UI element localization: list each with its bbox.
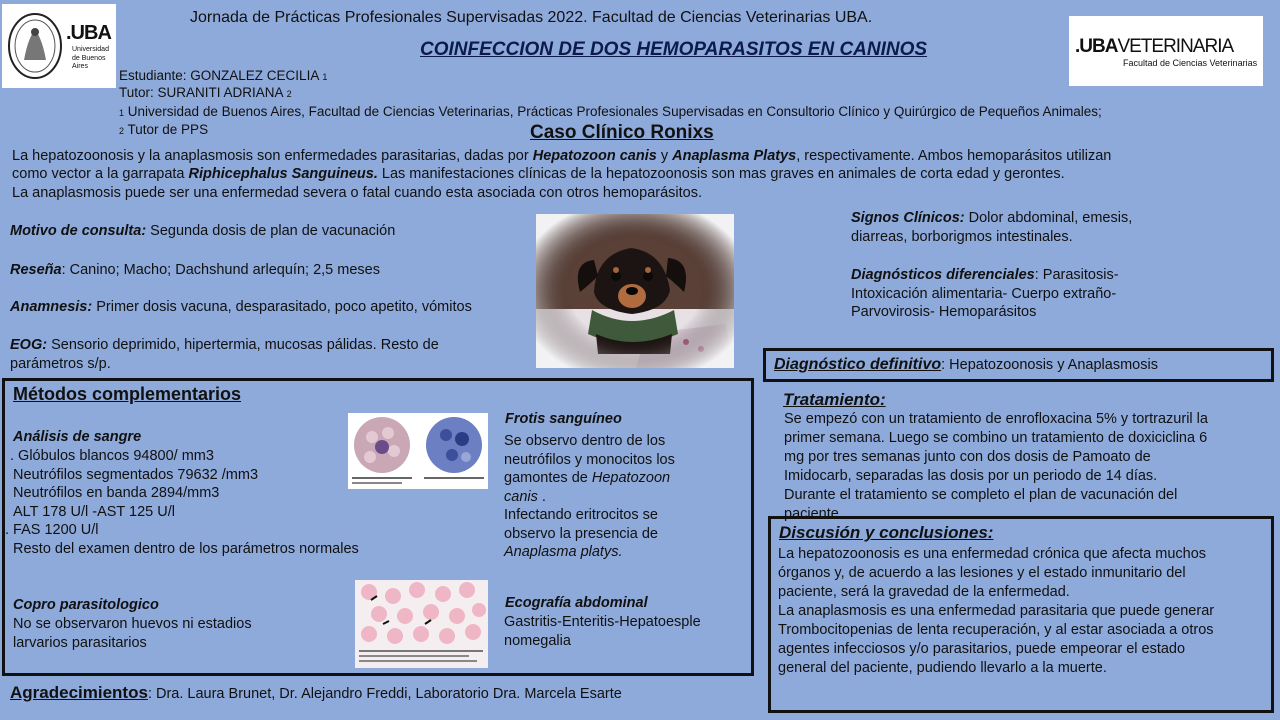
agradecimientos-value: : Dra. Laura Brunet, Dr. Alejandro Freddi, Laboratorio Dra. Marcela Esarte	[147, 686, 622, 702]
eog-value-1: Sensorio deprimido, hipertermia, mucosas pálidas. Resto de	[47, 337, 439, 353]
anamnesis-label: Anamnesis:	[10, 299, 93, 315]
intro-p1a: La hepatozoonosis y la anaplasmosis son enfermedades parasitarias, dadas por	[12, 148, 533, 164]
agradecimientos	[10, 684, 622, 704]
intro-p2a: como vector a la garrapata	[12, 166, 189, 182]
dd-value-2: Intoxicación alimentaria- Cuerpo extraño-	[851, 285, 1117, 302]
sangre-line: Neutrófilos en banda 2894/mm3	[13, 485, 220, 501]
intro-p1b: Hepatozoon canis	[532, 148, 657, 164]
frotis-text	[504, 432, 675, 562]
discusion-line: agentes infecciosos y/o parasitarios, puede empeorar el estado	[778, 641, 1186, 657]
copro-line-2: larvarios parasitarios	[13, 634, 147, 651]
student-sup: 1	[322, 72, 328, 82]
smear-micrographs	[348, 413, 488, 489]
sangre-title: Análisis de sangre	[13, 429, 142, 445]
eco-title: Ecografía abdominal	[505, 595, 648, 611]
anaplasma-micrograph	[355, 580, 488, 668]
intro-line-3: La anaplasmosis puede ser una enfermedad severa o fatal cuando esta asociada con otros hemoparásitos.	[12, 185, 702, 201]
tratamiento-line: mg por tres semanas junto con dos dosis de Pamoato de	[784, 449, 1151, 465]
metodos-title: Métodos complementarios	[13, 384, 242, 404]
sangre-line: Resto del examen dentro de los parámetros normales	[13, 540, 359, 557]
uba-right-main2: VETERINARIA	[1117, 36, 1234, 57]
signos-label: Signos Clínicos:	[851, 210, 965, 226]
eco-line-1: Gastritis-Enteritis-Hepatoesple	[504, 614, 701, 630]
eco-line-2: nomegalia	[504, 632, 571, 649]
intro-p1d: Anaplasma Platys	[672, 148, 797, 164]
copro-title: Copro parasitologico	[13, 597, 159, 613]
discusion-line: La anaplasmosis es una enfermedad parasitaria que puede generar	[778, 603, 1215, 619]
discusion-text	[778, 545, 1214, 678]
signos-value-2: diarreas, borborigmos intestinales.	[851, 228, 1073, 245]
uba-right-main1: .UBA	[1075, 36, 1118, 57]
frotis-line-4	[504, 488, 675, 507]
motivo-value: Segunda dosis de plan de vacunación	[146, 223, 396, 239]
eog-label: EOG:	[10, 337, 48, 353]
uba-logo-left	[2, 4, 116, 88]
aff2-text: Tutor de PPS	[127, 122, 209, 137]
patient-photo	[536, 214, 734, 368]
eog	[10, 336, 439, 373]
resena-value: : Canino; Macho; Dachshund arlequín; 2,5 meses	[61, 262, 380, 278]
intro-p1e: , respectivamente. Ambos hemoparásitos utilizan	[796, 148, 1112, 164]
tratamiento-line: paciente.	[784, 506, 843, 522]
dd-value-1: : Parasitosis-	[1034, 267, 1119, 283]
signos-value-1: Dolor abdominal, emesis,	[964, 210, 1133, 226]
discusion-line: general del paciente, pudiendo llevarlo a la muerte.	[778, 660, 1107, 676]
uba-left-sub1: Universidad	[72, 46, 109, 53]
sangre-line: . Glóbulos blancos 94800/ mm3	[10, 448, 214, 464]
frotis-line-1: Se observo dentro de los	[504, 433, 666, 449]
agradecimientos-label: Agradecimientos	[10, 683, 148, 702]
sangre-line: ALT 178 U/l -AST 125 U/l	[13, 503, 175, 520]
copro-line-1: No se observaron huevos ni estadios	[13, 616, 252, 632]
intro-p1c: y	[656, 148, 673, 164]
affiliation-2	[119, 121, 208, 140]
dd-value-3: Parvovirosis- Hemoparásitos	[851, 304, 1037, 320]
poster-title: COINFECCION DE DOS HEMOPARASITOS EN CANINOS	[420, 39, 928, 60]
aff1-num: 1	[119, 108, 125, 118]
uba-left-main: .UBA	[66, 22, 111, 44]
tutor-sup: 2	[286, 89, 292, 99]
anamnesis	[10, 298, 472, 317]
aff1-text: Universidad de Buenos Aires, Facultad de Ciencias Veterinarias, Prácticas Profesionales Supervisadas en Consultorio Clínico y Quirúrgico de Pequeños Animales;	[127, 104, 1102, 119]
frotis-line-6: observo la presencia de	[504, 525, 658, 542]
discusion-line: órganos y, de acuerdo a las lesiones y el estado inmunitario del	[778, 565, 1186, 581]
frotis-line-5: Infectando eritrocitos se	[504, 507, 658, 523]
intro-p2b: Riphicephalus Sanguineus.	[188, 166, 378, 182]
tratamiento-line: primer semana. Luego se combino un tratamiento de doxiciclina 6	[784, 430, 1208, 446]
discusion-line: paciente, será la gravedad de la enfermedad.	[778, 584, 1070, 600]
tutor-name: Tutor: SURANITI ADRIANA	[119, 85, 283, 100]
frotis-line-4b: .	[537, 488, 546, 505]
case-title: Caso Clínico Ronixs	[530, 122, 714, 143]
blood-smear-image	[348, 413, 488, 489]
intro-p2c: Las manifestaciones clínicas de la hepatozoonosis son mas graves en animales de corta edad y gerontes.	[377, 166, 1065, 182]
tratamiento-line: Se empezó con un tratamiento de enrofloxacina 5% y tortrazuril la	[784, 411, 1208, 427]
tutor-line	[119, 84, 292, 103]
uba-veterinaria-logo	[1069, 16, 1263, 86]
frotis-line-4a: canis	[504, 488, 538, 505]
copro-text	[13, 615, 252, 652]
diagnosticos-diferenciales	[851, 266, 1119, 322]
resena-label: Reseña	[10, 262, 62, 278]
sangre-list	[5, 447, 359, 558]
dog-photo-illustration	[536, 214, 734, 368]
frotis-title: Frotis sanguíneo	[505, 411, 622, 427]
tratamiento-text	[784, 410, 1208, 524]
diagnostico-label: Diagnóstico definitivo	[774, 356, 942, 373]
motivo-consulta	[10, 222, 395, 241]
sangre-line: Neutrófilos segmentados 79632 /mm3	[13, 466, 259, 483]
frotis-line-3	[504, 469, 675, 488]
discusion-title: Discusión y conclusiones:	[779, 523, 994, 542]
frotis-line-7: Anaplasma platys.	[504, 544, 623, 560]
sangre-line: . FAS 1200 U/l	[5, 522, 99, 538]
uba-seal-icon	[6, 10, 64, 82]
frotis-line-3b: Hepatozoon	[591, 470, 671, 486]
uba-right-sub: Facultad de Ciencias Veterinarias	[1123, 58, 1258, 68]
discusion-line: La hepatozoonosis es una enfermedad crónica que afecta muchos	[778, 546, 1207, 562]
intro-line-2	[12, 165, 1065, 184]
eco-text	[504, 613, 701, 650]
motivo-label: Motivo de consulta:	[10, 223, 147, 239]
affiliation-1	[119, 103, 1102, 122]
signos-clinicos	[851, 209, 1132, 246]
frotis-line-2: neutrófilos y monocitos los	[504, 451, 675, 468]
anaplasma-image	[355, 580, 488, 668]
dd-label: Diagnósticos diferenciales	[851, 267, 1035, 283]
event-title: Jornada de Prácticas Profesionales Supervisadas 2022. Facultad de Ciencias Veterinarias UBA.	[190, 9, 873, 26]
uba-left-sub2: de Buenos Aires	[72, 55, 106, 70]
uba-right-main	[1075, 36, 1233, 58]
diagnostico-value: : Hepatozoonosis y Anaplasmosis	[941, 357, 1158, 373]
discusion-line: Trombocitopenias de lenta recuperación, y al estar asociada a otros	[778, 622, 1214, 638]
tratamiento-title: Tratamiento:	[783, 390, 886, 409]
resena	[10, 261, 380, 280]
frotis-line-3a: gamontes de	[504, 470, 592, 486]
tratamiento-line: Durante el tratamiento se completo el plan de vacunación del	[784, 487, 1178, 503]
anamnesis-value: Primer dosis vacuna, desparasitado, poco apetito, vómitos	[92, 299, 472, 315]
student-name: Estudiante: GONZALEZ CECILIA	[119, 68, 319, 83]
diagnostico-definitivo	[774, 356, 1158, 375]
tratamiento-line: Imidocarb, separadas las dosis por un periodo de 14 días.	[784, 468, 1158, 484]
intro-line-1	[12, 147, 1111, 166]
eog-value-2: parámetros s/p.	[10, 355, 111, 372]
aff2-num: 2	[119, 126, 125, 136]
